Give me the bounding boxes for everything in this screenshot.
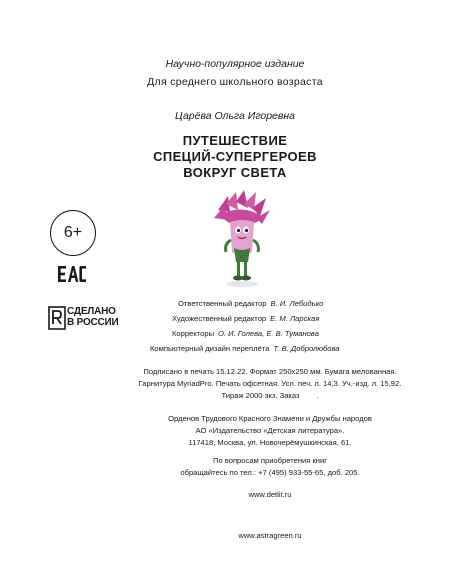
- audience-label: Для среднего школьного возраста: [147, 76, 323, 88]
- mascot-body: [230, 220, 254, 255]
- credit-name: Е. М. Ларская: [270, 314, 320, 323]
- credit-row: [150, 296, 450, 311]
- publisher-line: АО «Издательство «Детская литература».: [195, 426, 345, 435]
- credits-list: [150, 296, 450, 356]
- credit-name: Т. В. Добролюбова: [273, 344, 340, 353]
- credit-row: [150, 311, 450, 326]
- author-given-name: Ольга Игоревна: [214, 110, 295, 122]
- publisher-info: [120, 413, 420, 449]
- purchase-line: По вопросам приобретения книг: [212, 456, 328, 465]
- credit-role: Ответственный редактор: [178, 299, 267, 308]
- credit-name: В. И. Лебидько: [270, 299, 324, 308]
- mascot-tunic: [234, 248, 250, 262]
- purchase-contact: [120, 455, 420, 479]
- credit-row: [150, 326, 450, 341]
- made-in-russia-label: [67, 306, 119, 328]
- book-title: [0, 133, 470, 181]
- author-surname: Царёва: [174, 110, 212, 122]
- genre-label: Научно-популярное издание: [165, 58, 305, 70]
- mascot-right-arm: [253, 240, 258, 252]
- publisher-line: 117418, Москва, ул. Новочерёмушкинская, 61.: [188, 438, 352, 447]
- author-name: [0, 110, 470, 122]
- print-info-line: Подписано в печать 15.12.22. Формат 250х250 мм. Бумага мелованная.: [143, 367, 397, 376]
- credit-role: Корректоры: [172, 329, 215, 338]
- publisher-line: Орденов Трудового Красного Знамени и Дружбы народов: [168, 414, 372, 423]
- credit-row: [150, 341, 450, 356]
- website-link-astragreen[interactable]: www.astragreen.ru: [238, 531, 302, 540]
- age-rating-badge: 6+: [50, 210, 96, 256]
- mascot-left-arm: [226, 240, 231, 252]
- print-info-line: Гарнитура MyriadPro. Печать офсетная. Усл. печ. л. 14,3. Уч.-изд. л. 15,92.: [138, 379, 402, 388]
- title-line: ВОКРУГ СВЕТА: [183, 165, 287, 180]
- credit-name: О. И. Голева, Е. В. Туманова: [218, 329, 319, 338]
- made-in-russia-line: СДЕЛАНО: [67, 306, 116, 317]
- website-link-detlit[interactable]: www.detlit.ru: [248, 490, 292, 499]
- spice-hero-illustration: [210, 190, 274, 290]
- credit-role: Компьютерный дизайн переплёта: [150, 344, 270, 353]
- eac-conformity-mark-icon: [57, 265, 87, 283]
- title-line: ПУТЕШЕСТВИЕ: [182, 133, 288, 148]
- made-in-russia-logo-icon: [48, 306, 66, 330]
- made-in-russia-line: В РОССИИ: [67, 317, 119, 328]
- print-info-line: Тираж 2000 экз. Заказ .: [221, 391, 319, 400]
- purchase-line: обращайтесь по тел.: +7 (495) 933-55-65, доб. 205.: [180, 468, 360, 477]
- credit-role: Художественный редактор: [172, 314, 267, 323]
- title-line: СПЕЦИЙ-СУПЕРГЕРОЕВ: [153, 149, 317, 164]
- print-info: [120, 366, 420, 402]
